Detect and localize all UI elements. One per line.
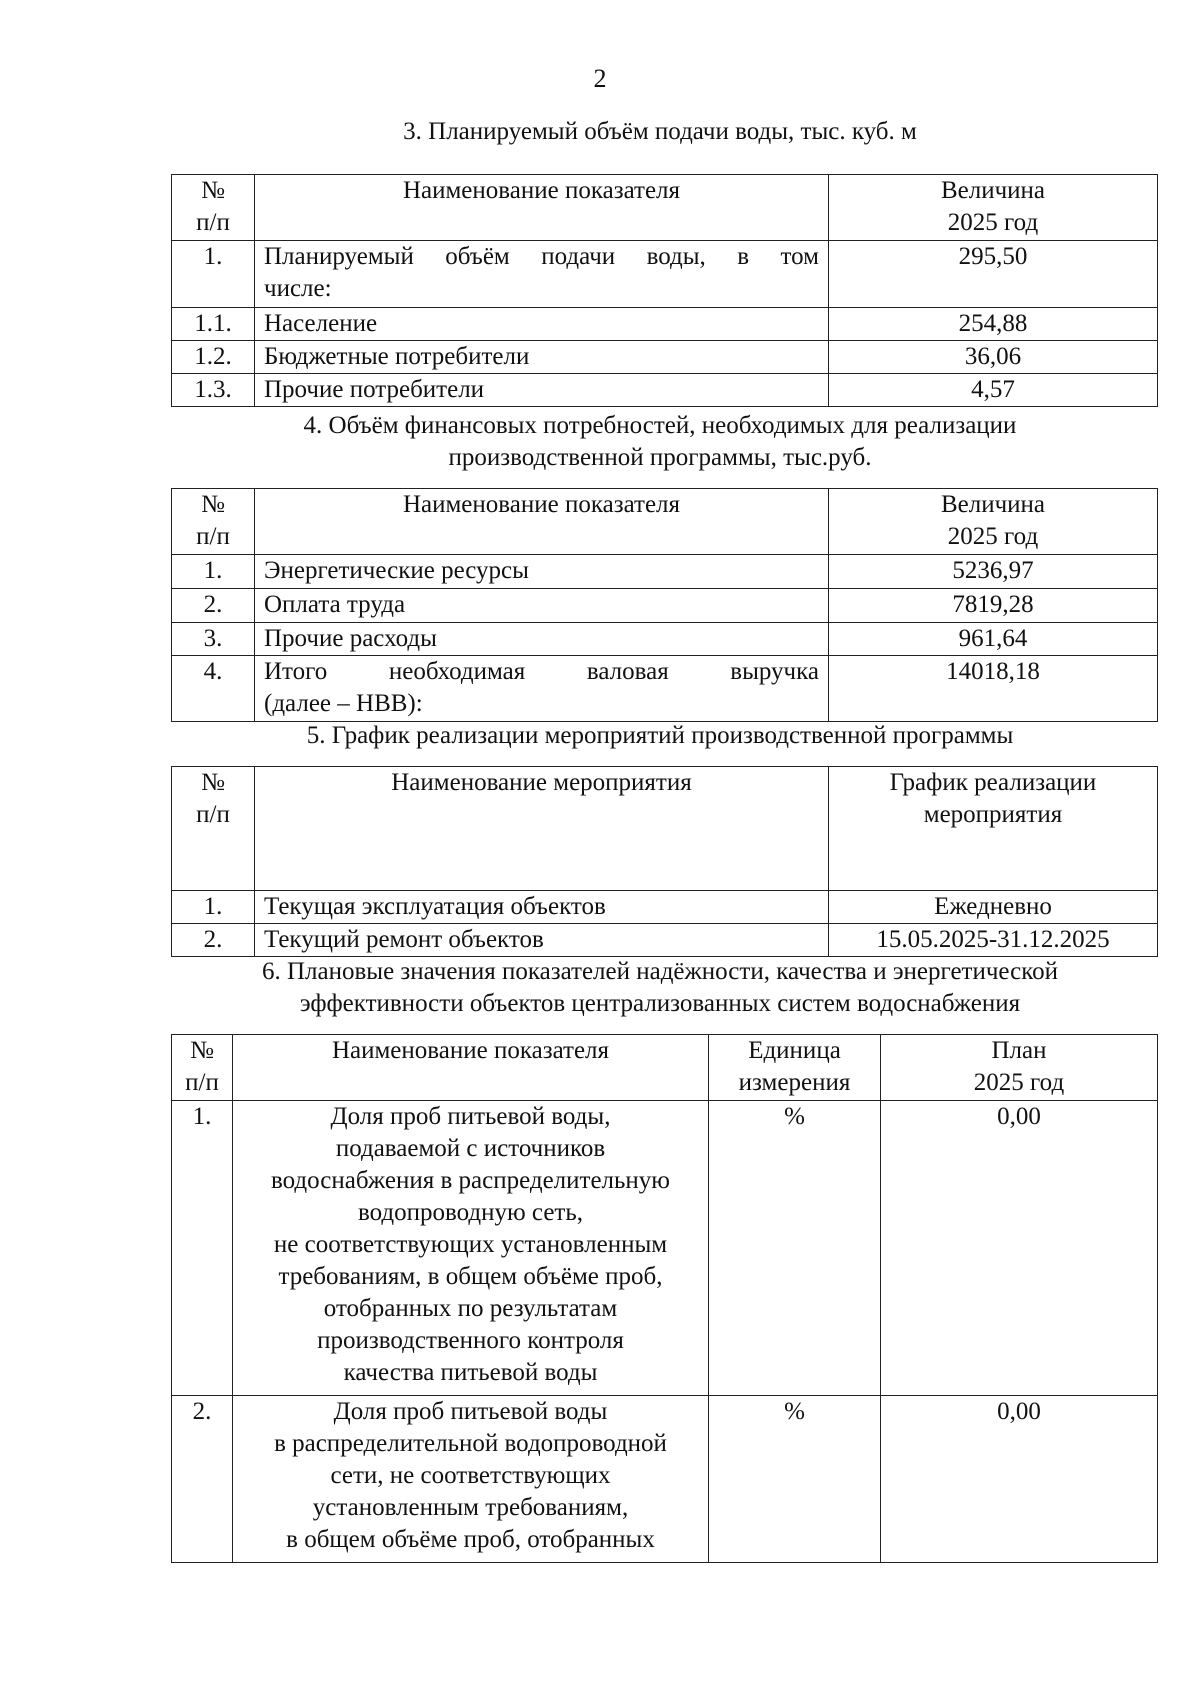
row-value: 5236,97 xyxy=(829,555,1158,589)
table-row xyxy=(172,241,1158,308)
row-name: Энергетические ресурсы xyxy=(255,555,829,589)
row-name-line1: Планируемый объём подачи воды, в том xyxy=(264,243,819,270)
row-num: 2. xyxy=(172,1396,233,1563)
table-row xyxy=(172,589,1158,623)
row-num: 1. xyxy=(172,891,255,924)
row-name: Доля проб питьевой воды, подаваемой с источников водоснабжения в распределительную водопроводную сеть, не соответствующих установленным требованиям, в общем объёме проб, отобранных по результатам производственного контроля качества питьевой воды xyxy=(233,1101,709,1396)
table-header-row xyxy=(172,767,1158,891)
section3-table xyxy=(171,174,1158,407)
table-row xyxy=(172,341,1158,374)
row-name: Оплата труда xyxy=(255,589,829,623)
header-unit: Единица измерения xyxy=(709,1035,881,1101)
row-value: 961,64 xyxy=(829,623,1158,656)
table-row xyxy=(172,374,1158,407)
row-name: Доля проб питьевой воды в распределительной водопроводной сети, не соответствующих установленным требованиям, в общем объёме проб, отобранных xyxy=(233,1396,709,1563)
row-unit: % xyxy=(709,1101,881,1396)
row-unit: % xyxy=(709,1396,881,1563)
row-num: 2. xyxy=(172,924,255,957)
row-num: 3. xyxy=(172,623,255,656)
header-name: Наименование показателя xyxy=(233,1035,709,1101)
row-num: 1.2. xyxy=(172,341,255,374)
table-row xyxy=(172,924,1158,957)
row-num: 1.3. xyxy=(172,374,255,407)
row-num: 1. xyxy=(172,555,255,589)
row-value: 15.05.2025-31.12.2025 xyxy=(829,924,1158,957)
header-name: Наименование показателя xyxy=(255,489,829,555)
table-row xyxy=(172,1396,1158,1563)
header-num: № п/п xyxy=(172,767,255,891)
table-header-row xyxy=(172,489,1158,555)
row-value: 36,06 xyxy=(829,341,1158,374)
header-name: Наименование мероприятия xyxy=(255,767,829,891)
section5-title: 5. График реализации мероприятий производственной программы xyxy=(306,722,1014,749)
table-row xyxy=(172,891,1158,924)
header-value: Величина 2025 год xyxy=(829,489,1158,555)
row-value: 7819,28 xyxy=(829,589,1158,623)
row-name: Население xyxy=(255,308,829,341)
table-header-row xyxy=(172,1035,1158,1101)
table-row xyxy=(172,623,1158,656)
row-value: 295,50 xyxy=(829,241,1158,308)
row-name: Текущая эксплуатация объектов xyxy=(255,891,829,924)
header-name: Наименование показателя xyxy=(255,175,829,241)
section5-table xyxy=(171,766,1158,957)
header-num: № п/п xyxy=(172,175,255,241)
row-plan: 0,00 xyxy=(881,1101,1158,1396)
row-value: 254,88 xyxy=(829,308,1158,341)
row-name: Прочие потребители xyxy=(255,374,829,407)
row-value: 4,57 xyxy=(829,374,1158,407)
row-value: 14018,18 xyxy=(829,656,1158,722)
table-row xyxy=(172,308,1158,341)
row-name-line2: числе: xyxy=(264,275,332,302)
row-value: Ежедневно xyxy=(829,891,1158,924)
table-row xyxy=(172,555,1158,589)
section6-title: 6. Плановые значения показателей надёжности, качества и энергетической эффективности объектов централизованных систем водоснабжения xyxy=(261,958,1059,1017)
table-row xyxy=(172,656,1158,722)
row-num: 4. xyxy=(172,656,255,722)
header-num: № п/п xyxy=(172,489,255,555)
header-num: № п/п xyxy=(172,1035,233,1101)
section3-title: 3. Планируемый объём подачи воды, тыс. куб. м xyxy=(403,118,917,145)
table-row xyxy=(172,1101,1158,1396)
header-plan: План 2025 год xyxy=(881,1035,1158,1101)
section4-title: 4. Объём финансовых потребностей, необходимых для реализации производственной программы, тыс.руб. xyxy=(303,412,1017,471)
section6-table xyxy=(171,1034,1158,1563)
page-number: 2 xyxy=(593,64,607,93)
row-name: Текущий ремонт объектов xyxy=(255,924,829,957)
table-header-row xyxy=(172,175,1158,241)
row-name-line2: (далее – НВВ): xyxy=(264,690,423,717)
row-num: 1. xyxy=(172,241,255,308)
header-value: График реализации мероприятия xyxy=(829,767,1158,891)
row-num: 1.1. xyxy=(172,308,255,341)
row-plan: 0,00 xyxy=(881,1396,1158,1563)
row-name: Прочие расходы xyxy=(255,623,829,656)
row-num: 2. xyxy=(172,589,255,623)
row-name xyxy=(255,656,829,722)
row-num: 1. xyxy=(172,1101,233,1396)
row-name xyxy=(255,241,829,308)
row-name: Бюджетные потребители xyxy=(255,341,829,374)
header-value: Величина 2025 год xyxy=(829,175,1158,241)
section4-table xyxy=(171,488,1158,722)
row-name-line1: Итого необходимая валовая выручка xyxy=(264,658,819,685)
